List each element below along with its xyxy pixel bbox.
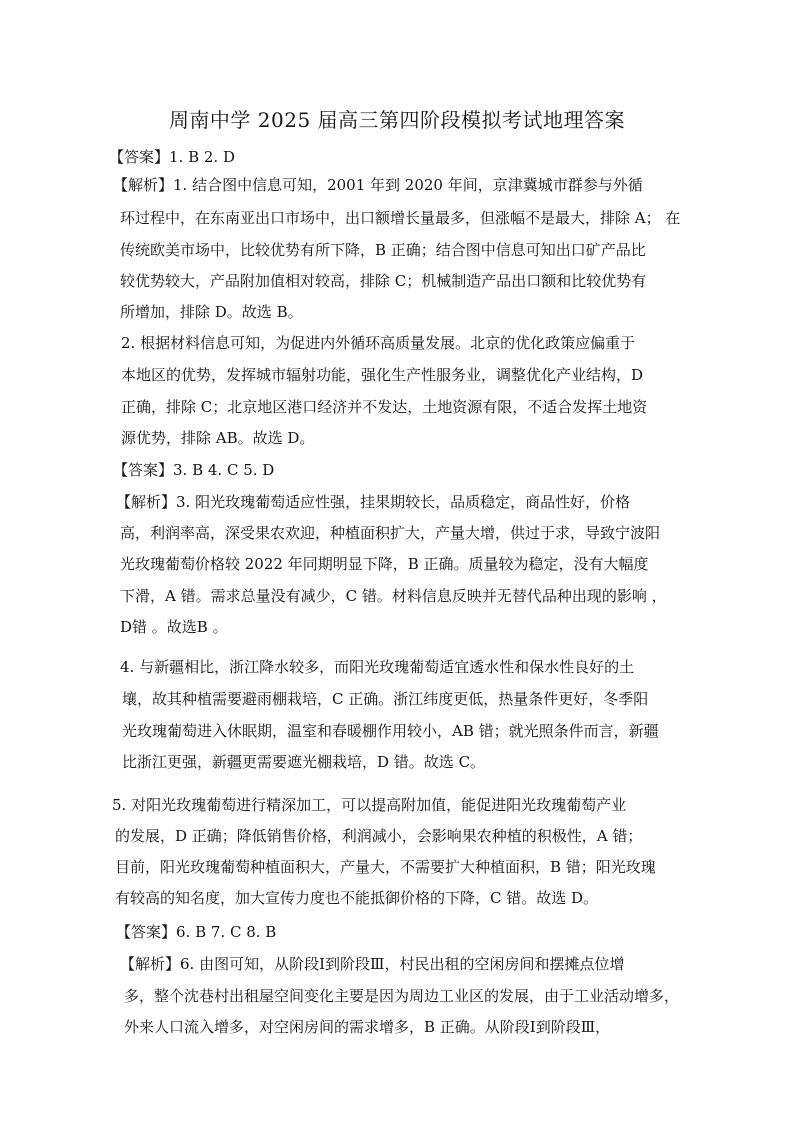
answer-line: 【答案】3. B 4. C 5. D (113, 461, 275, 479)
analysis-line: 【解析】1. 结合图中信息可知，2001 年到 2020 年间，京津冀城市群参与外循 (113, 176, 643, 194)
analysis-line: 环过程中，在东南亚出口市场中，出口额增长量最多，但涨幅不是最大，排除 A； 在 (120, 209, 681, 227)
analysis-line: 4. 与新疆相比，浙江降水较多，而阳光玫瑰葡萄适宜透水性和保水性良好的土 (120, 658, 635, 676)
analysis-line: 正确，排除 C；北京地区港口经济并不发达，土地资源有限，不适合发挥土地资 (121, 398, 648, 416)
analysis-line: 传统欧美市场中，比较优势有所下降，B 正确；结合图中信息可知出口矿产品比 (120, 241, 646, 259)
analysis-line: 的发展，D 正确；降低销售价格，利润减小，会影响果农种植的积极性，A 错； (115, 827, 643, 845)
analysis-line: 2. 根据材料信息可知，为促进内外循环高质量发展。北京的优化政策应偏重于 (121, 334, 636, 352)
analysis-line: 比浙江更强，新疆更需要遮光棚栽培，D 错。故选 C。 (122, 753, 486, 771)
analysis-line: 本地区的优势，发挥城市辐射功能，强化生产性服务业，调整优化产业结构，D (121, 366, 644, 384)
analysis-line: 下滑，A 错。需求总量没有减少，C 错。材料信息反映并无替代品种出现的影响 ， (120, 587, 667, 605)
analysis-line: 5. 对阳光玫瑰葡萄进行精深加工，可以提高附加值，能促进阳光玫瑰葡萄产业 (112, 796, 627, 814)
analysis-line: 有较高的知名度，加大宣传力度也不能抵御价格的下降，C 错。故选 D。 (115, 889, 599, 907)
analysis-line: 光玫瑰葡萄进入休眠期，温室和春暖棚作用较小，AB 错；就光照条件而言，新疆 (122, 722, 659, 740)
analysis-line: 外来人口流入增多，对空闲房间的需求增多，B 正确。从阶段Ⅰ到阶段Ⅲ， (124, 1018, 611, 1036)
page-title: 周南中学 2025 届高三第四阶段模拟考试地理答案 (168, 108, 626, 132)
answer-line: 【答案】1. B 2. D (109, 148, 235, 166)
analysis-line: 光玫瑰葡萄价格较 2022 年同期明显下降，B 正确。质量较为稳定，没有大幅度 (120, 555, 649, 573)
analysis-line: 多，整个沈巷村出租屋空间变化主要是因为周边工业区的发展，由于工业活动增多， (124, 987, 680, 1005)
analysis-line: 源优势，排除 AB。故选 D。 (121, 429, 315, 447)
analysis-line: D错 。故选B 。 (120, 618, 228, 636)
analysis-line: 壤，故其种植需要避雨棚栽培，C 正确。浙江纬度更低，热量条件更好，冬季阳 (122, 690, 649, 708)
analysis-line: 所增加，排除 D。故选 B。 (120, 303, 303, 321)
analysis-line: 【解析】3. 阳光玫瑰葡萄适应性强，挂果期较长，品质稳定，商品性好，价格 (116, 493, 631, 511)
analysis-line: 目前，阳光玫瑰葡萄种植面积大，产量大，不需要扩大种植面积，B 错；阳光玫瑰 (115, 858, 656, 876)
analysis-line: 高，利润率高，深受果农欢迎，种植面积扩大，产量大增，供过于求，导致宁波阳 (120, 524, 661, 542)
analysis-line: 【解析】6. 由图可知，从阶段Ⅰ到阶段Ⅲ，村民出租的空闲房间和摆摊点位增 (120, 955, 625, 973)
analysis-line: 较优势较大，产品附加值相对较高，排除 C；机械制造产品出口额和比较优势有 (120, 272, 647, 290)
answer-line: 【答案】6. B 7. C 8. B (116, 923, 277, 941)
